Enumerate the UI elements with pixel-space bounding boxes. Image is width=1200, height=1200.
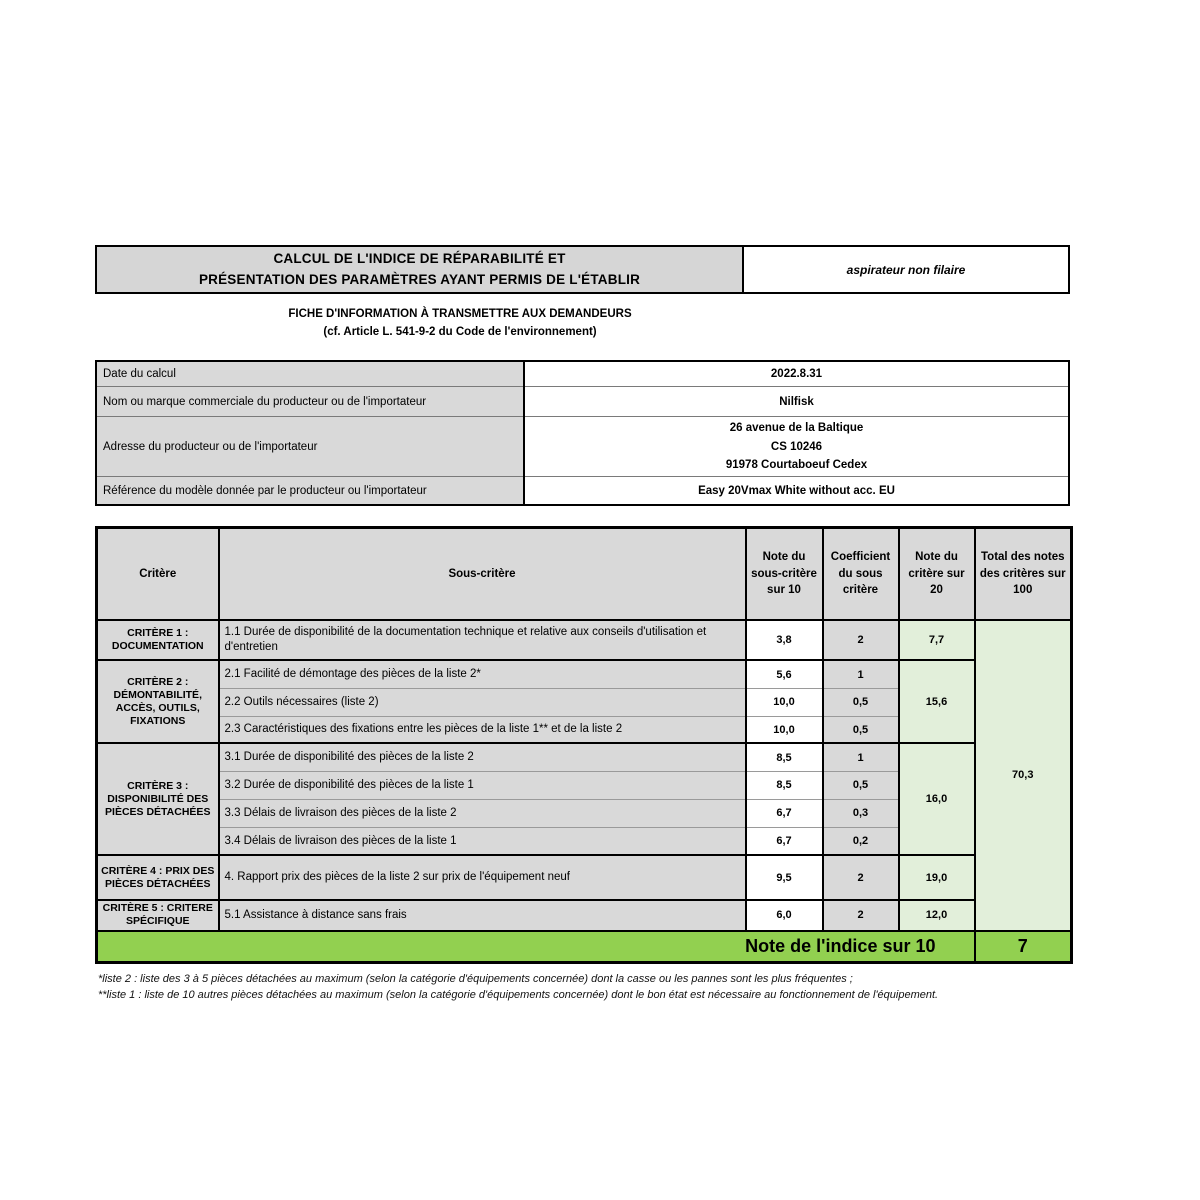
producer-info-table: [95, 360, 1070, 506]
address-line-1: 26 avenue de la Baltique: [729, 422, 864, 435]
criterion-label: CRITÈRE 2 : DÉMONTABILITÉ, ACCÈS, OUTILS, FIXATIONS: [97, 660, 219, 743]
total-score-100: 70,3: [975, 620, 1072, 930]
index-score-row: [97, 931, 1072, 963]
sub-score-10: 8,5: [746, 743, 823, 771]
sub-coefficient: 1: [823, 660, 899, 688]
info-row-brand: [96, 387, 1069, 417]
sub-criterion-name: 2.3 Caractéristiques des fixations entre les pièces de la liste 1** et de la liste 2: [219, 716, 746, 743]
sub-score-10: 10,0: [746, 716, 823, 743]
sub-criterion-name: 5.1 Assistance à distance sans frais: [219, 900, 746, 930]
criterion-score-20: 15,6: [899, 660, 975, 743]
footnote-liste1: **liste 1 : liste de 10 autres pièces détachées au maximum (selon la catégorie d'équipements concernée) dont le bon état est nécessaire au fonctionnement de l'équipement.: [98, 988, 939, 1001]
criterion-score-20: 19,0: [899, 855, 975, 900]
sub-criterion-name: 3.4 Délais de livraison des pièces de la liste 1: [219, 827, 746, 855]
info-value: [524, 417, 1069, 477]
product-category-label: aspirateur non filaire: [846, 262, 966, 277]
sub-score-10: 6,7: [746, 799, 823, 827]
col-header-sous-critere: Sous-critère: [219, 527, 746, 620]
info-value: Easy 20Vmax White without acc. EU: [524, 477, 1069, 505]
criterion-score-20: 7,7: [899, 620, 975, 660]
product-category-box: [742, 247, 1068, 292]
sub-score-10: 8,5: [746, 771, 823, 799]
index-score-label: Note de l'indice sur 10: [97, 931, 975, 963]
criterion-label: CRITÈRE 3 : DISPONIBILITÉ DES PIÈCES DÉTACHÉES: [97, 743, 219, 855]
sub-score-10: 5,6: [746, 660, 823, 688]
sub-score-10: 3,8: [746, 620, 823, 660]
table-row: [97, 620, 1072, 660]
info-label: Date du calcul: [96, 361, 524, 387]
col-header-note10: Note du sous-critère sur 10: [746, 527, 823, 620]
sub-criterion-name: 2.1 Facilité de démontage des pièces de la liste 2*: [219, 660, 746, 688]
subtitle-line-2: (cf. Article L. 541-9-2 du Code de l'environnement): [323, 325, 597, 338]
footnote-liste2: *liste 2 : liste des 3 à 5 pièces détachées au maximum (selon la catégorie d'équipements concernée) dont la casse ou les pannes sont les plus fréquentes ;: [98, 973, 853, 986]
col-header-critere: Critère: [97, 527, 219, 620]
sub-criterion-name: 3.3 Délais de livraison des pièces de la liste 2: [219, 799, 746, 827]
table-row: [97, 900, 1072, 930]
sub-coefficient: 0,5: [823, 716, 899, 743]
info-row-model: [96, 477, 1069, 505]
info-label: Nom ou marque commerciale du producteur ou de l'importateur: [96, 387, 524, 417]
sub-coefficient: 2: [823, 900, 899, 930]
title-line-2: PRÉSENTATION DES PARAMÈTRES AYANT PERMIS DE L'ÉTABLIR: [198, 271, 641, 287]
sub-coefficient: 2: [823, 855, 899, 900]
document-title: [97, 247, 742, 292]
info-label: Référence du modèle donnée par le producteur ou l'importateur: [96, 477, 524, 505]
info-value: Nilfisk: [524, 387, 1069, 417]
footnotes: [95, 972, 1070, 1004]
info-label: Adresse du producteur ou de l'importateur: [96, 417, 524, 477]
criteria-header-row: [97, 527, 1072, 620]
sub-coefficient: 0,5: [823, 688, 899, 716]
sub-criterion-name: 3.1 Durée de disponibilité des pièces de la liste 2: [219, 743, 746, 771]
col-header-note20: Note du critère sur 20: [899, 527, 975, 620]
table-row: [97, 660, 1072, 688]
sub-coefficient: 2: [823, 620, 899, 660]
address-line-2: CS 10246: [770, 440, 823, 453]
sub-coefficient: 0,3: [823, 799, 899, 827]
document-content: [95, 245, 1070, 1004]
criterion-label: CRITÈRE 4 : PRIX DES PIÈCES DÉTACHÉES: [97, 855, 219, 900]
sub-coefficient: 1: [823, 743, 899, 771]
sub-score-10: 10,0: [746, 688, 823, 716]
info-row-address: [96, 417, 1069, 477]
document-subtitle: [95, 306, 825, 342]
col-header-coefficient: Coefficient du sous critère: [823, 527, 899, 620]
sub-criterion-name: 3.2 Durée de disponibilité des pièces de la liste 1: [219, 771, 746, 799]
criteria-table: [95, 526, 1073, 964]
sub-coefficient: 0,2: [823, 827, 899, 855]
sub-score-10: 6,0: [746, 900, 823, 930]
criterion-label: CRITÈRE 5 : CRITERE SPÉCIFIQUE: [97, 900, 219, 930]
index-score-value: 7: [975, 931, 1072, 963]
sub-score-10: 9,5: [746, 855, 823, 900]
table-row: [97, 855, 1072, 900]
title-line-1: CALCUL DE L'INDICE DE RÉPARABILITÉ ET: [273, 250, 566, 266]
sub-coefficient: 0,5: [823, 771, 899, 799]
col-header-total100: Total des notes des critères sur 100: [975, 527, 1072, 620]
criterion-label: CRITÈRE 1 : DOCUMENTATION: [97, 620, 219, 660]
sub-criterion-name: 1.1 Durée de disponibilité de la documentation technique et relative aux conseils d'utilisation et d'entretien: [219, 620, 746, 660]
sub-criterion-name: 4. Rapport prix des pièces de la liste 2 sur prix de l'équipement neuf: [219, 855, 746, 900]
address-line-3: 91978 Courtaboeuf Cedex: [725, 458, 868, 471]
sub-score-10: 6,7: [746, 827, 823, 855]
info-row-date: [96, 361, 1069, 387]
subtitle-line-1: FICHE D'INFORMATION À TRANSMETTRE AUX DEMANDEURS: [288, 308, 632, 320]
criterion-score-20: 12,0: [899, 900, 975, 930]
sub-criterion-name: 2.2 Outils nécessaires (liste 2): [219, 688, 746, 716]
table-row: [97, 743, 1072, 771]
title-bar: [95, 245, 1070, 294]
info-value: 2022.8.31: [524, 361, 1069, 387]
criterion-score-20: 16,0: [899, 743, 975, 855]
